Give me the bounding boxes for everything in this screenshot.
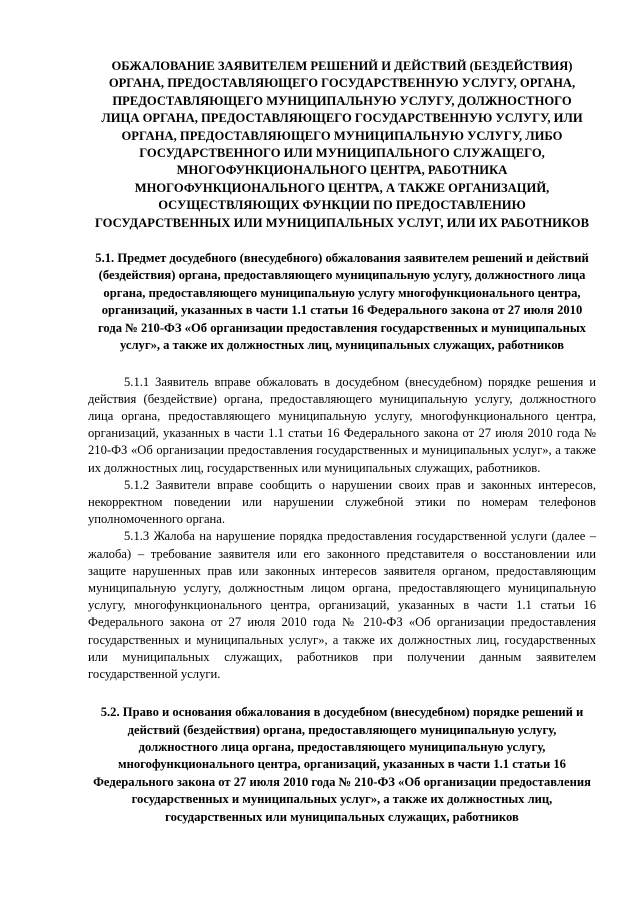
section-5-1-heading: 5.1. Предмет досудебного (внесудебного) обжалования заявителем решений и действий (бездействия) органа, предоставляющего муниципальную услугу, должностного лица органа, предоставляющего муниципальную услугу многофункционального центра, организаций, указанных в части 1.1 статьи 16 Федерального закона от 27 июля 2010 года № 210-ФЗ «Об организации предоставления государственных и муниципальных услуг», а также их должностных лиц, муниципальных служащих, работников <box>95 251 589 353</box>
section-5-2-heading: 5.2. Право и основания обжалования в досудебном (внесудебном) порядке решений и действий (бездействия) органа, предоставляющего муниципальную услугу, должностного лица органа, предоставляющего муниципальную услугу, многофункционального центра, организаций, указанных в части 1.1 статьи 16 Федерального закона от 27 июля 2010 года № 210-ФЗ «Об организации предоставления государственных и муниципальных услуг», а также их должностных лиц, государственных или муниципальных служащих, работников <box>93 705 591 824</box>
paragraph-5-1-2: 5.1.2 Заявители вправе сообщить о нарушении своих прав и законных интересов, некорректном поведении или нарушении служебной этики по номерам телефонов уполномоченного органа. <box>88 477 596 527</box>
document-title: ОБЖАЛОВАНИЕ ЗАЯВИТЕЛЕМ РЕШЕНИЙ И ДЕЙСТВИЙ (БЕЗДЕЙСТВИЯ) ОРГАНА, ПРЕДОСТАВЛЯЮЩЕГО ГОСУДАРСТВЕННУЮ УСЛУГУ, ОРГАНА, ПРЕДОСТАВЛЯЮЩЕГО МУНИЦИПАЛЬНУЮ УСЛУГУ, ДОЛЖНОСТНОГО ЛИЦА ОРГАНА, ПРЕДОСТАВЛЯЮЩЕГО ГОСУДАРСТВЕННУЮ УСЛУГУ, ИЛИ ОРГАНА, ПРЕДОСТАВЛЯЮЩЕГО МУНИЦИПАЛЬНУЮ УСЛУГУ, ЛИБО ГОСУДАРСТВЕННОГО ИЛИ МУНИЦИПАЛЬНОГО СЛУЖАЩЕГО, МНОГОФУНКЦИОНАЛЬНОГО ЦЕНТРА, РАБОТНИКА МНОГОФУНКЦИОНАЛЬНОГО ЦЕНТРА, А ТАКЖЕ ОРГАНИЗАЦИЙ, ОСУЩЕСТВЛЯЮЩИХ ФУНКЦИИ ПО ПРЕДОСТАВЛЕНИЮ ГОСУДАРСТВЕННЫХ ИЛИ МУНИЦИПАЛЬНЫХ УСЛУГ, ИЛИ ИХ РАБОТНИКОВ <box>94 59 589 230</box>
paragraph-5-1-1: 5.1.1 Заявитель вправе обжаловать в досудебном (внесудебном) порядке решения и действия (бездействие) органа, предоставляющего муниципальную услугу, должностного лица органа, предоставляющего муниципальную услугу, многофункционального центра, организаций, указанных в части 1.1 статьи 16 Федерального закона от 27 июля 2010 года № 210-ФЗ «Об организации предоставления государственных и муниципальных услуг», а также их должностных лиц, государственных или муниципальных служащих, работников. <box>88 374 596 475</box>
paragraph-5-1-3: 5.1.3 Жалоба на нарушение порядка предоставления государственной услуги (далее – жалоба) – требование заявителя или его законного представителя о восстановлении или защите нарушенных прав или законных интересов заявителя органом, предоставляющим муниципальную услугу, должностным лицом органа, предоставляющего муниципальную услугу, многофункционального центра, организаций, указанных в части 1.1 статьи 16 Федерального закона от 27 июля 2010 года № 210-ФЗ «Об организации предоставления государственных и муниципальных услуг», а также их должностных лиц, государственных или муниципальных служащих, работников при получении данным заявителем государственной услуги. <box>88 529 596 681</box>
section-5-1-body <box>88 374 596 684</box>
